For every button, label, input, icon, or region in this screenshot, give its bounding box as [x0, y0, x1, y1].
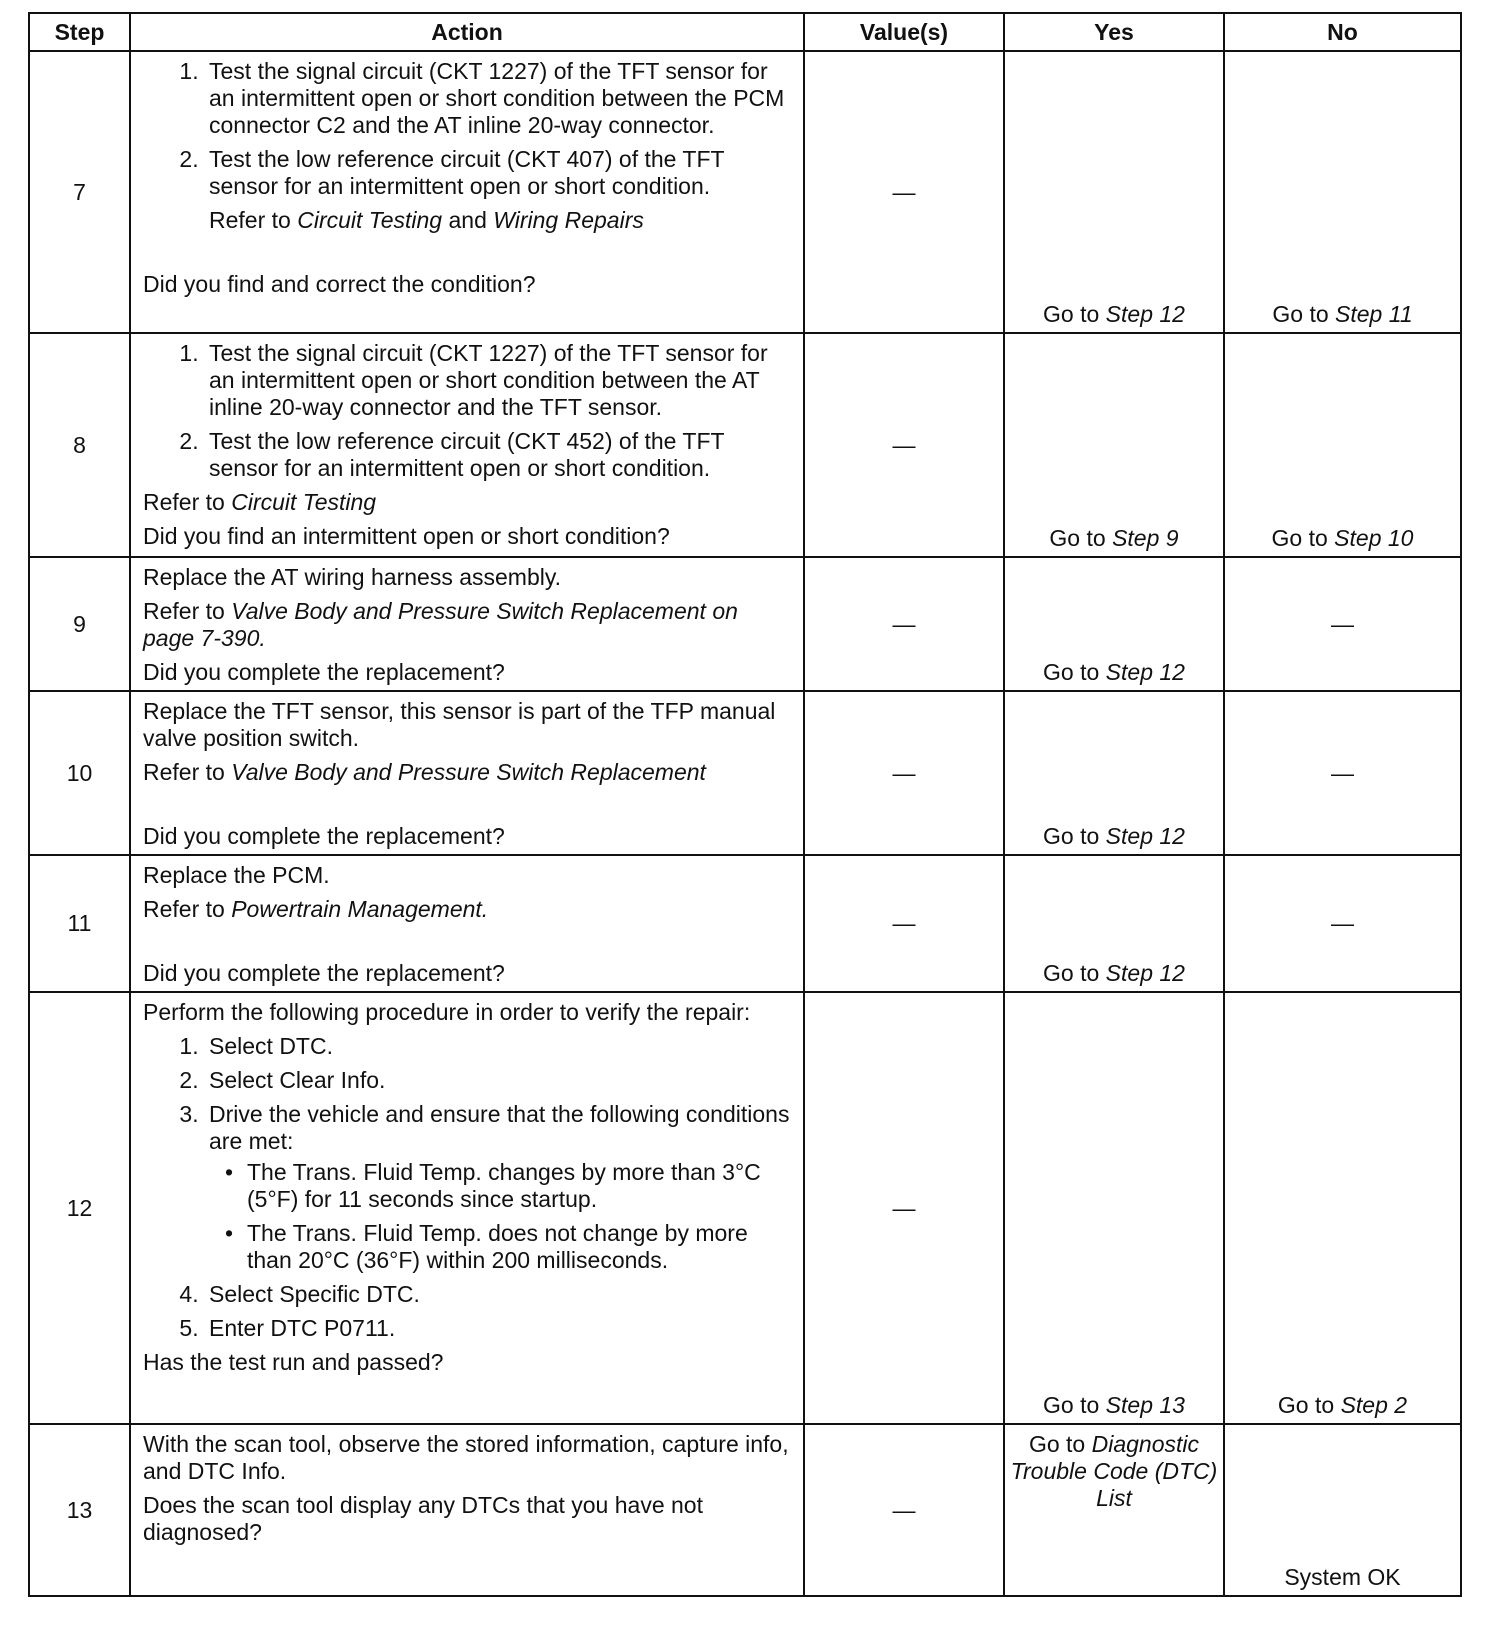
- header-action: Action: [130, 13, 804, 51]
- refer-link-circuit-testing[interactable]: Circuit Testing: [297, 207, 443, 233]
- refer-line: [143, 489, 795, 516]
- yes-cell: [1004, 557, 1224, 691]
- value-cell: —: [804, 1424, 1004, 1596]
- table-header-row: [29, 13, 1461, 51]
- list-item: 1. Test the signal circuit (CKT 1227) of the TFT sensor for an intermittent open or short condition between the PCM connector C2 and the AT inline 20-way connector.: [205, 58, 795, 139]
- go-to-prefix: Go to: [1271, 525, 1328, 551]
- list-item: 1. Test the signal circuit (CKT 1227) of the TFT sensor for an intermittent open or short condition between the AT inline 20-way connector and the TFT sensor.: [205, 340, 795, 421]
- header-yes: Yes: [1004, 13, 1224, 51]
- action-cell: [130, 855, 804, 992]
- question: Did you find and correct the condition?: [143, 271, 536, 297]
- refer-prefix: Refer to: [209, 207, 291, 233]
- no-cell: [1224, 992, 1461, 1424]
- refer-prefix: Refer to: [143, 896, 225, 922]
- no-step-link[interactable]: Step 10: [1334, 525, 1414, 551]
- yes-cell: [1004, 333, 1224, 557]
- list-item: 2. Select Clear Info.: [205, 1067, 795, 1094]
- question: Did you complete the replacement?: [143, 823, 505, 849]
- yes-step-link[interactable]: Step 12: [1105, 301, 1185, 327]
- action-intro: Perform the following procedure in order to verify the repair:: [143, 999, 751, 1025]
- step-number: 9: [29, 557, 130, 691]
- no-step-link[interactable]: Step 11: [1335, 301, 1413, 327]
- action-cell: [130, 51, 804, 333]
- go-to-prefix: Go to: [1043, 1392, 1100, 1418]
- action-cell: [130, 992, 804, 1424]
- list-item: [205, 146, 795, 234]
- table-row-step-11: [29, 855, 1461, 992]
- list-item: 5. Enter DTC P0711.: [205, 1315, 795, 1342]
- list-item-text: Test the low reference circuit (CKT 407) of the TFT sensor for an intermittent open or short condition.: [209, 146, 725, 199]
- go-to-prefix: Go to: [1277, 1392, 1335, 1418]
- action-cell: [130, 333, 804, 557]
- value-cell: —: [804, 691, 1004, 855]
- yes-cell: [1004, 855, 1224, 992]
- list-item-text: Drive the vehicle and ensure that the following conditions are met:: [209, 1101, 790, 1154]
- table-row-step-9: [29, 557, 1461, 691]
- no-cell: —: [1224, 855, 1461, 992]
- question: Did you complete the replacement?: [143, 659, 505, 685]
- action-cell: [130, 557, 804, 691]
- action-cell: [130, 1424, 804, 1596]
- refer-line: [143, 896, 795, 923]
- action-text: Replace the PCM.: [143, 862, 330, 888]
- go-to-prefix: Go to: [1043, 659, 1100, 685]
- go-to-prefix: Go to: [1043, 823, 1100, 849]
- action-text: Replace the TFT sensor, this sensor is part of the TFP manual valve position switch.: [143, 698, 776, 751]
- go-to-prefix: Go to: [1272, 301, 1329, 327]
- header-no: No: [1224, 13, 1461, 51]
- value-cell: —: [804, 51, 1004, 333]
- refer-line: [143, 759, 795, 786]
- action-list: [143, 1033, 795, 1342]
- yes-step-link[interactable]: Step 12: [1105, 659, 1185, 685]
- refer-link-powertrain[interactable]: Powertrain Management.: [231, 896, 489, 922]
- step-number: 13: [29, 1424, 130, 1596]
- bullet-item: • The Trans. Fluid Temp. changes by more than 3°C (5°F) for 11 seconds since startup.: [243, 1159, 795, 1213]
- yes-cell: [1004, 992, 1224, 1424]
- table-row-step-12: [29, 992, 1461, 1424]
- diagnostic-page: [28, 12, 1460, 1597]
- refer-and: and: [448, 207, 487, 233]
- value-cell: —: [804, 992, 1004, 1424]
- condition-list: [209, 1159, 795, 1274]
- action-list: [143, 340, 795, 482]
- refer-link-valve-body[interactable]: Valve Body and Pressure Switch Replacement: [231, 759, 706, 785]
- go-to-prefix: Go to: [1049, 525, 1106, 551]
- value-cell: —: [804, 557, 1004, 691]
- yes-cell: [1004, 691, 1224, 855]
- action-list: [143, 58, 795, 234]
- table-row-step-13: [29, 1424, 1461, 1596]
- step-number: 8: [29, 333, 130, 557]
- value-cell: —: [804, 333, 1004, 557]
- list-item: 2. Test the low reference circuit (CKT 452) of the TFT sensor for an intermittent open or short condition.: [205, 428, 795, 482]
- header-values: Value(s): [804, 13, 1004, 51]
- yes-step-link[interactable]: Step 13: [1105, 1392, 1185, 1418]
- yes-cell: [1004, 51, 1224, 333]
- no-cell: —: [1224, 691, 1461, 855]
- step-number: 7: [29, 51, 130, 333]
- refer-line: [209, 207, 795, 234]
- question: Does the scan tool display any DTCs that you have not diagnosed?: [143, 1492, 703, 1545]
- list-item: 4. Select Specific DTC.: [205, 1281, 795, 1308]
- no-step-link[interactable]: Step 2: [1340, 1392, 1408, 1418]
- yes-step-link[interactable]: Step 12: [1105, 960, 1185, 986]
- table-row-step-10: [29, 691, 1461, 855]
- refer-link-valve-body[interactable]: Valve Body and Pressure Switch Replacement on page 7-390.: [143, 598, 738, 651]
- refer-line: [143, 598, 795, 652]
- go-to-prefix: Go to: [1028, 1431, 1086, 1457]
- yes-cell: [1004, 1424, 1224, 1596]
- step-number: 10: [29, 691, 130, 855]
- table-row-step-8: [29, 333, 1461, 557]
- bullet-item: • The Trans. Fluid Temp. does not change by more than 20°C (36°F) within 200 milliseconds.: [243, 1220, 795, 1274]
- question: Did you complete the replacement?: [143, 960, 505, 986]
- question: Has the test run and passed?: [143, 1349, 444, 1375]
- action-text: With the scan tool, observe the stored information, capture info, and DTC Info.: [143, 1431, 789, 1484]
- step-number: 12: [29, 992, 130, 1424]
- no-cell: [1224, 51, 1461, 333]
- refer-prefix: Refer to: [143, 598, 225, 624]
- value-cell: —: [804, 855, 1004, 992]
- refer-link-wiring-repairs[interactable]: Wiring Repairs: [493, 207, 644, 233]
- list-item: [205, 1101, 795, 1274]
- diagnostic-table: [28, 12, 1462, 1597]
- no-cell: —: [1224, 557, 1461, 691]
- list-item: 1. Select DTC.: [205, 1033, 795, 1060]
- go-to-prefix: Go to: [1043, 960, 1100, 986]
- yes-dtc-list-link[interactable]: Diagnostic Trouble Code (DTC) List: [1010, 1431, 1218, 1511]
- yes-step-link[interactable]: Step 9: [1112, 525, 1179, 551]
- go-to-prefix: Go to: [1043, 301, 1100, 327]
- step-number: 11: [29, 855, 130, 992]
- yes-step-link[interactable]: Step 12: [1105, 823, 1185, 849]
- header-step: Step: [29, 13, 130, 51]
- action-cell: [130, 691, 804, 855]
- question: Did you find an intermittent open or short condition?: [143, 523, 670, 549]
- action-text: Replace the AT wiring harness assembly.: [143, 564, 562, 590]
- refer-prefix: Refer to: [143, 489, 225, 515]
- table-row-step-7: [29, 51, 1461, 333]
- no-cell: System OK: [1224, 1424, 1461, 1596]
- refer-prefix: Refer to: [143, 759, 225, 785]
- refer-link-circuit-testing[interactable]: Circuit Testing: [231, 489, 377, 515]
- no-cell: [1224, 333, 1461, 557]
